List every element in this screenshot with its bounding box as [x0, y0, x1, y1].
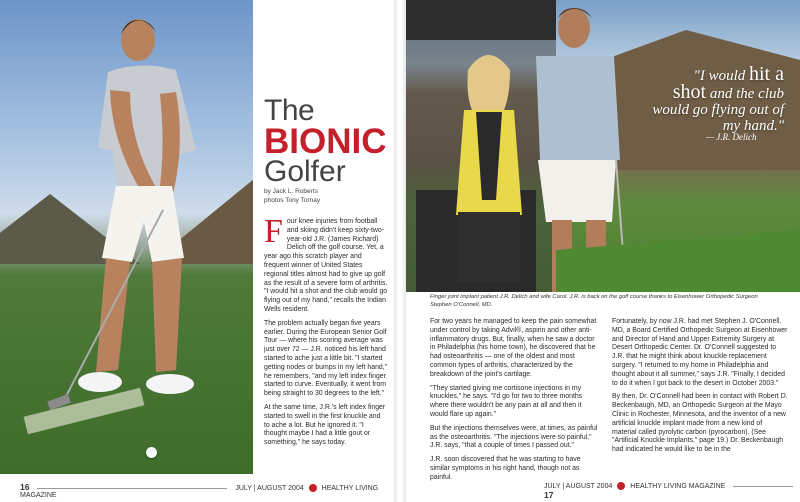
byline — [264, 187, 320, 205]
left-footer — [20, 482, 394, 499]
right-page — [406, 0, 800, 502]
paragraph: J.R. soon discovered that he was starting to have similar symptoms in his right hand, though not as painful. — [430, 456, 581, 481]
pull-quote: "I would hit a shot and the club would go flying out of my hand." — [652, 63, 784, 134]
couple-golf-cart-photo — [406, 0, 800, 292]
pull-quote-attribution: — J.R. Delich — [706, 132, 757, 142]
drop-cap: F — [264, 213, 283, 250]
article-column-1 — [264, 213, 388, 453]
footer-rule — [37, 488, 227, 489]
golf-ball — [146, 447, 157, 458]
golfer-swing-photo — [0, 0, 253, 474]
title-line-bionic: BIONIC — [264, 122, 387, 161]
cart-scene — [406, 0, 800, 292]
spread-gutter — [394, 0, 406, 502]
magazine-logo-icon — [617, 482, 625, 490]
issue-date: JULY | AUGUST 2004 — [544, 482, 613, 490]
paragraph: At the same time, J.R.'s left index finger started to swell in the first knuckle and to ache a lot. But he ignored it. "I thought maybe I had a little gout or something," he says today. — [264, 403, 386, 447]
photo-credit: photos Tony Tornay — [264, 197, 321, 204]
title-line-golfer: Golfer — [264, 155, 346, 188]
article-column-2 — [430, 318, 600, 488]
paragraph: Fortunately, by now J.R. had met Stephen J. O'Connell, MD, a Board Certified Orthopedic Surgeon at Eisenhower and Director of Hand and Upper Extremity Surgery at Desert Orthopedic Center. Dr. O'Connell suggested to J.R. that he might think about knuckle replacement surgery. "I returned to my home in Philadelphia and thought about it all summer," says J.R. "Finally, I decided to do it when I got back to the desert in October 2003." — [612, 318, 788, 387]
article-column-3 — [612, 318, 788, 460]
paragraph: For two years he managed to keep the pain somewhat under control by taking Advil®, aspirin and other anti-inflammatory drugs. But, finally, when he saw a doctor in Philadelphia (his home town), he discovered that he had osteoarthritis — one of the oldest and most common types of arthritis, characterized by the breakdown of the joint's cartilage. — [430, 318, 597, 378]
paragraph: Four knee injuries from football and skiing didn't keep sixty-two-year-old J.R. (James Richard) Delich off the golf course. Yet, a year ago this scratch player and frequent winner of United States regional titles almost had to give up golf as the result of a severe form of arthritis. "I would hit a shot and the club would go flying out of my hand," recalls the Indian Wells resident. — [264, 213, 388, 313]
magazine-name: HEALTHY LIVING MAGAZINE — [20, 485, 379, 500]
author: by Jack L. Roberts — [264, 188, 318, 195]
paragraph: But the injections themselves were, at times, as painful as the osteoarthritis. "The injections were so painful," J.R. says, "that a couple of times I passed out." — [430, 424, 598, 450]
title-line-the: The — [264, 94, 315, 127]
issue-date: JULY | AUGUST 2004 — [235, 485, 304, 492]
page-number: 16 — [20, 482, 30, 492]
photo-caption: Finger joint implant patient J.R. Delich and wife Carol. J.R. is back on the golf course thanks to Eisenhower Orthopedic Surgeon Stephen O'Connell, MD. — [430, 294, 758, 308]
paragraph: By then, Dr. O'Connell had been in contact with Robert D. Beckenbaugh, MD, an Orthopedic Surgeon at the Mayo Clinic in Rochester, Minnesota, and the inventor of a new artificial knuckle implant made from a new kind of material called pyrolytic carbon (pyrocarbon). (See "Artificial Knuckle Implants," page 19.) Dr. Beckenbaugh had indicated he would like to be in the — [612, 393, 788, 454]
paragraph: The problem actually began five years earlier. During the European Senior Golf Tour — where his scoring average was just over 72 — J.R. noticed his left hand started to ache just a little bit. "I started getting nodes or bumps in my left hand," he remembers, "and my left index finger started to curve. Eventually, it went from being straight to 30 degrees to the left." — [264, 319, 388, 398]
left-page — [0, 0, 394, 502]
footer-rule — [733, 486, 793, 487]
magazine-name: HEALTHY LIVING MAGAZINE — [630, 482, 726, 490]
magazine-logo-icon — [309, 484, 317, 492]
page-number: 17 — [544, 490, 554, 500]
paragraph: "They started giving me cortisone injections in my knuckles," he says. "I'd go for two to three months where there wouldn't be any pain at all and then it would flare up again." — [430, 384, 583, 418]
article-title — [264, 96, 387, 187]
right-footer — [544, 482, 800, 500]
